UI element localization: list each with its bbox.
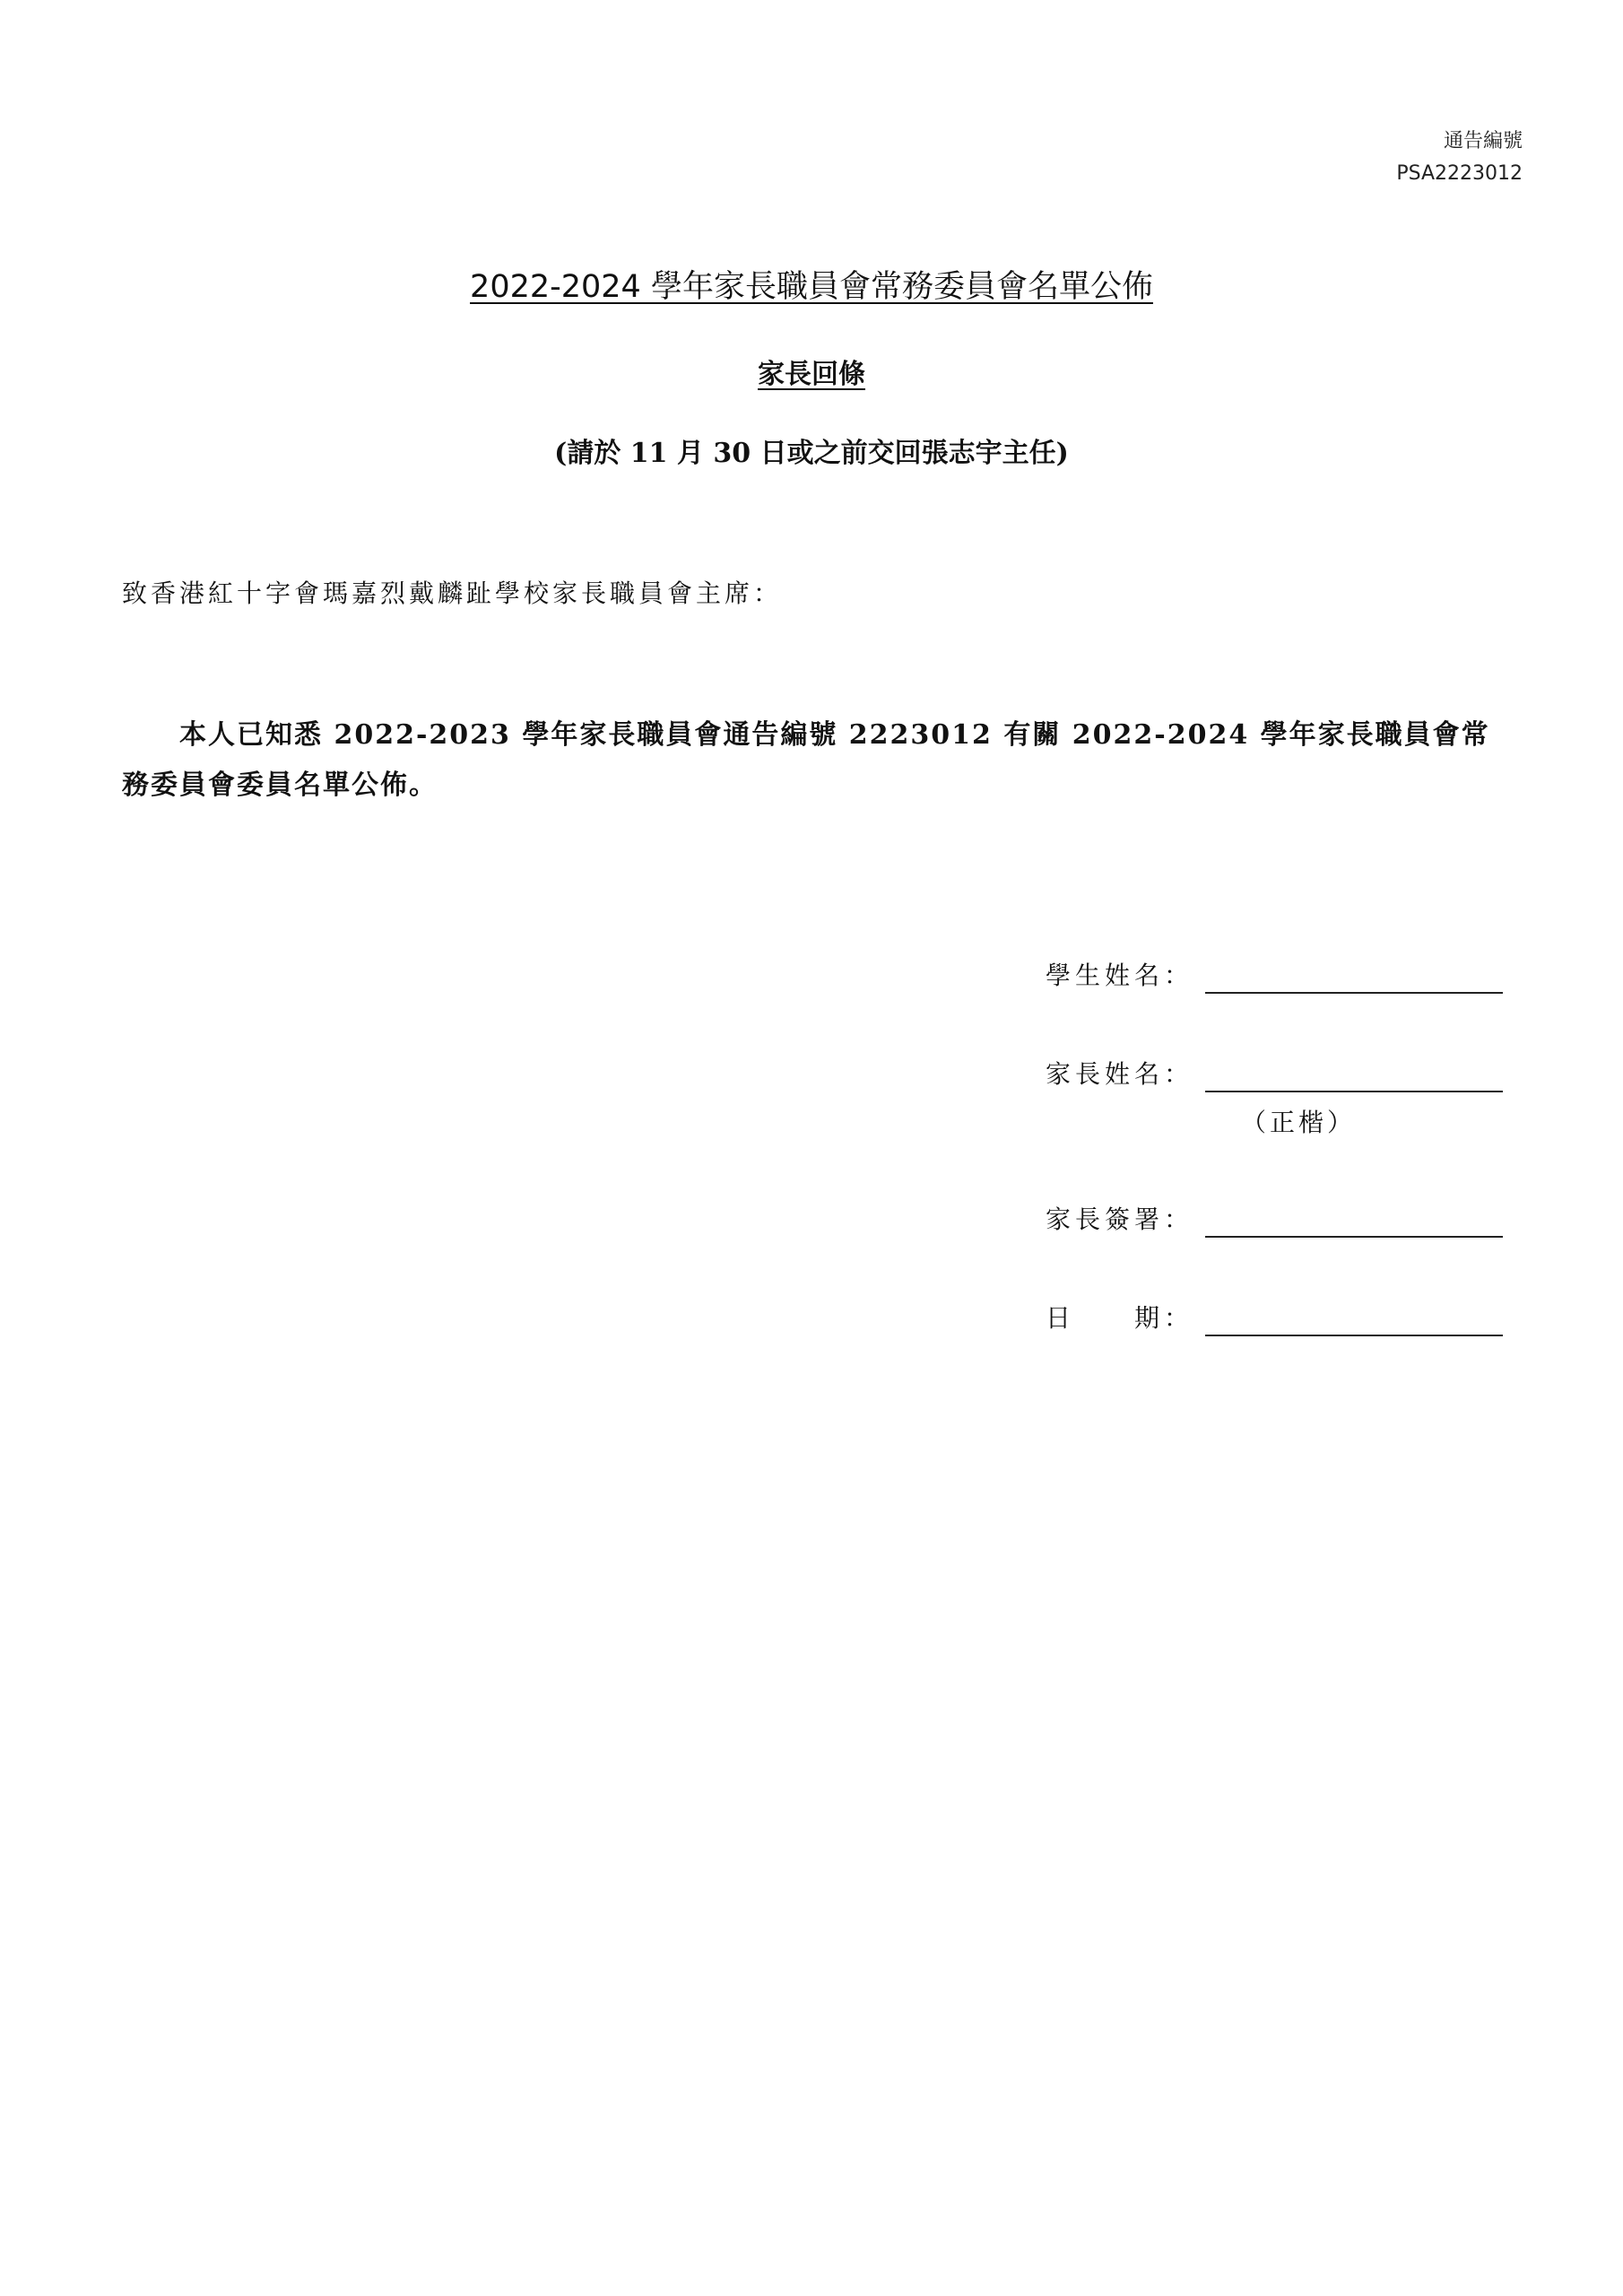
reply-slip-heading-wrap [0,355,1623,395]
student-name-label: 學生姓名： [1046,961,1194,990]
date-row [1046,1299,1512,1338]
parent-signature-field[interactable] [1205,1236,1503,1238]
notice-number-block [1396,126,1523,190]
parent-signature-label: 家長簽署： [1046,1205,1194,1234]
notice-number-label: 通告編號 [1443,130,1523,152]
parent-name-field[interactable] [1205,1091,1503,1092]
student-name-row [1046,956,1512,996]
return-deadline: (請於 11 月 30 日或之前交回張志宇主任) [554,438,1069,469]
block-letters-note: （正楷） [1241,1108,1357,1137]
parent-name-row [1046,1055,1512,1094]
reply-slip-heading: 家長回條 [758,359,865,390]
document-title-wrap [0,265,1623,309]
addressee: 致香港紅十字會瑪嘉烈戴麟趾學校家長職員會主席： [122,578,783,608]
date-label: 日 期： [1046,1303,1194,1333]
acknowledgement-paragraph: 本人已知悉 2022-2023 學年家長職員會通告編號 2223012 有關 2022-2024 學年家長職員會常務委員會委員名單公佈。 [122,719,1490,801]
student-name-field[interactable] [1205,992,1503,994]
document-title: 2022-2024 學年家長職員會常務委員會名單公佈 [470,269,1153,305]
parent-signature-row [1046,1200,1512,1239]
notice-number-value: PSA2223012 [1396,162,1523,185]
date-field[interactable] [1205,1335,1503,1336]
parent-name-label: 家長姓名： [1046,1059,1194,1089]
